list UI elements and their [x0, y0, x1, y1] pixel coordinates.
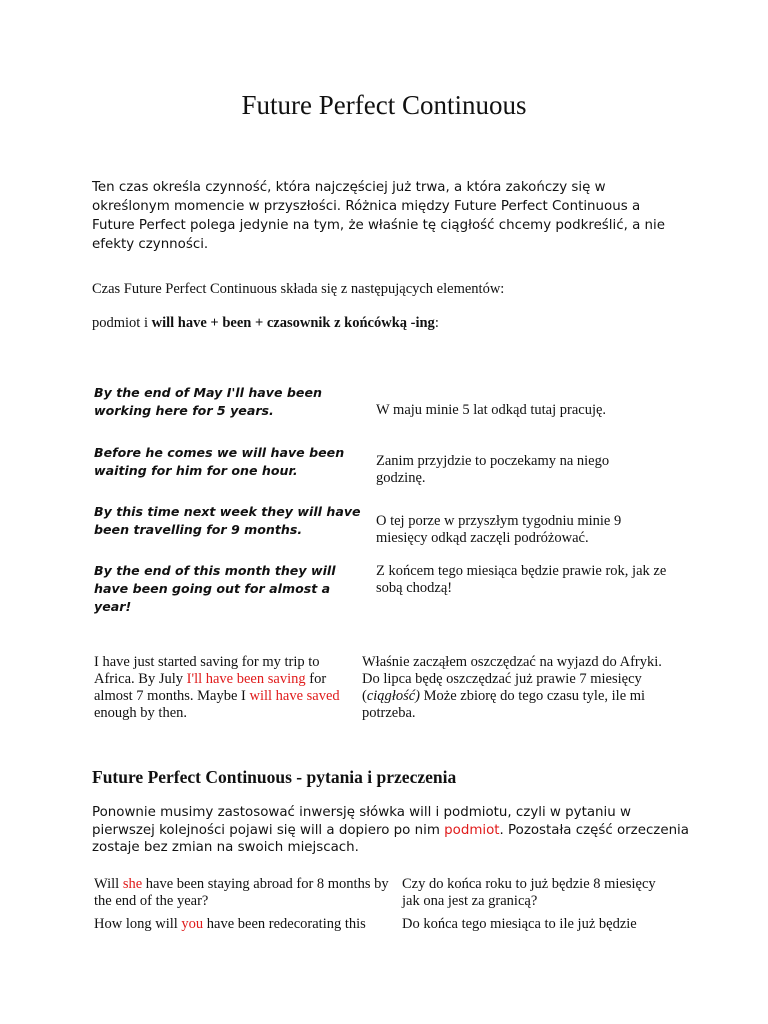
example-polish: Z końcem tego miesiąca będzie prawie rok, jak ze sobą chodzą! [376, 563, 667, 596]
question-text: have been staying abroad for 8 months by the end of the year? [94, 876, 389, 909]
formula-suffix: : [434, 315, 439, 331]
section-heading: Future Perfect Continuous - pytania i przeczenia [92, 767, 457, 787]
example-english: Before he comes we will have been waiting for him for one hour. [94, 445, 345, 478]
question-text: Will [94, 876, 123, 892]
story-pl-text: Może zbiorę do tego czasu tyle, ile mi potrzeba. [362, 688, 646, 721]
example-english: By the end of May I'll have been working here for 5 years. [94, 385, 322, 418]
story-en-text: enough by then. [94, 705, 188, 721]
question-subject: she [122, 876, 143, 892]
section-intro-highlight: podmiot [444, 822, 500, 838]
example-english: By this time next week they will have been travelling for 9 months. [94, 504, 361, 537]
question-text: have been redecorating this [203, 916, 366, 932]
page-title: Future Perfect Continuous [241, 90, 527, 120]
question-text: How long will [94, 916, 182, 932]
story-en-highlight: I'll have been saving [186, 671, 306, 687]
story-pl-text: Właśnie zacząłem oszczędzać na wyjazd do Afryki. Do lipca będę oszczędzać już prawie 7 miesięcy ( [362, 654, 662, 704]
question-polish: Do końca tego miesiąca to ile już będzie [402, 916, 637, 932]
story-english [94, 654, 356, 722]
story-polish [362, 654, 672, 722]
example-english: By the end of this month they will have been going out for almost a year! [94, 563, 336, 614]
formula-prefix: podmiot i [92, 315, 152, 331]
intro-paragraph: Ten czas określa czynność, która najczęściej już trwa, a która zakończy się w określonym momencie w przyszłości. Różnica między Future Perfect Continuous a Future Perfect polega jedynie na tym, że właśnie tę ciągłość chcemy podkreślić, a nie efekty czynności. [92, 180, 666, 252]
question-polish: Czy do końca roku to już będzie 8 miesięcy jak ona jest za granicą? [402, 876, 656, 909]
question-subject: you [181, 916, 204, 932]
question-english [94, 916, 394, 933]
story-en-text: I have just started saving for my trip to Africa. By July [94, 654, 320, 687]
composition-sentence: Czas Future Perfect Continuous składa się z następujących elementów: [92, 281, 505, 297]
example-polish: W maju minie 5 lat odkąd tutaj pracuję. [376, 402, 607, 418]
story-en-highlight: will have saved [249, 688, 340, 704]
section-intro [92, 804, 692, 857]
formula-structure: will have + been + czasownik z końcówką -ing [151, 315, 435, 331]
example-polish: Zanim przyjdzie to poczekamy na niego godzinę. [376, 453, 610, 486]
story-en-text: for almost 7 months. Maybe I [94, 671, 327, 704]
example-polish: O tej porze w przyszłym tygodniu minie 9 miesięcy odkąd zaczęli podróżować. [376, 513, 622, 546]
section-intro-text: . Pozostała część orzeczenia zostaje bez zmian na swoich miejscach. [92, 822, 689, 855]
formula-line [92, 314, 692, 332]
question-english [94, 876, 394, 910]
story-pl-italic: ciągłość) [366, 688, 420, 704]
section-intro-text: Ponownie musimy zastosować inwersję słówka will i podmiotu, czyli w pytaniu w pierwszej kolejności pojawi się will a dopiero po nim [92, 805, 631, 838]
